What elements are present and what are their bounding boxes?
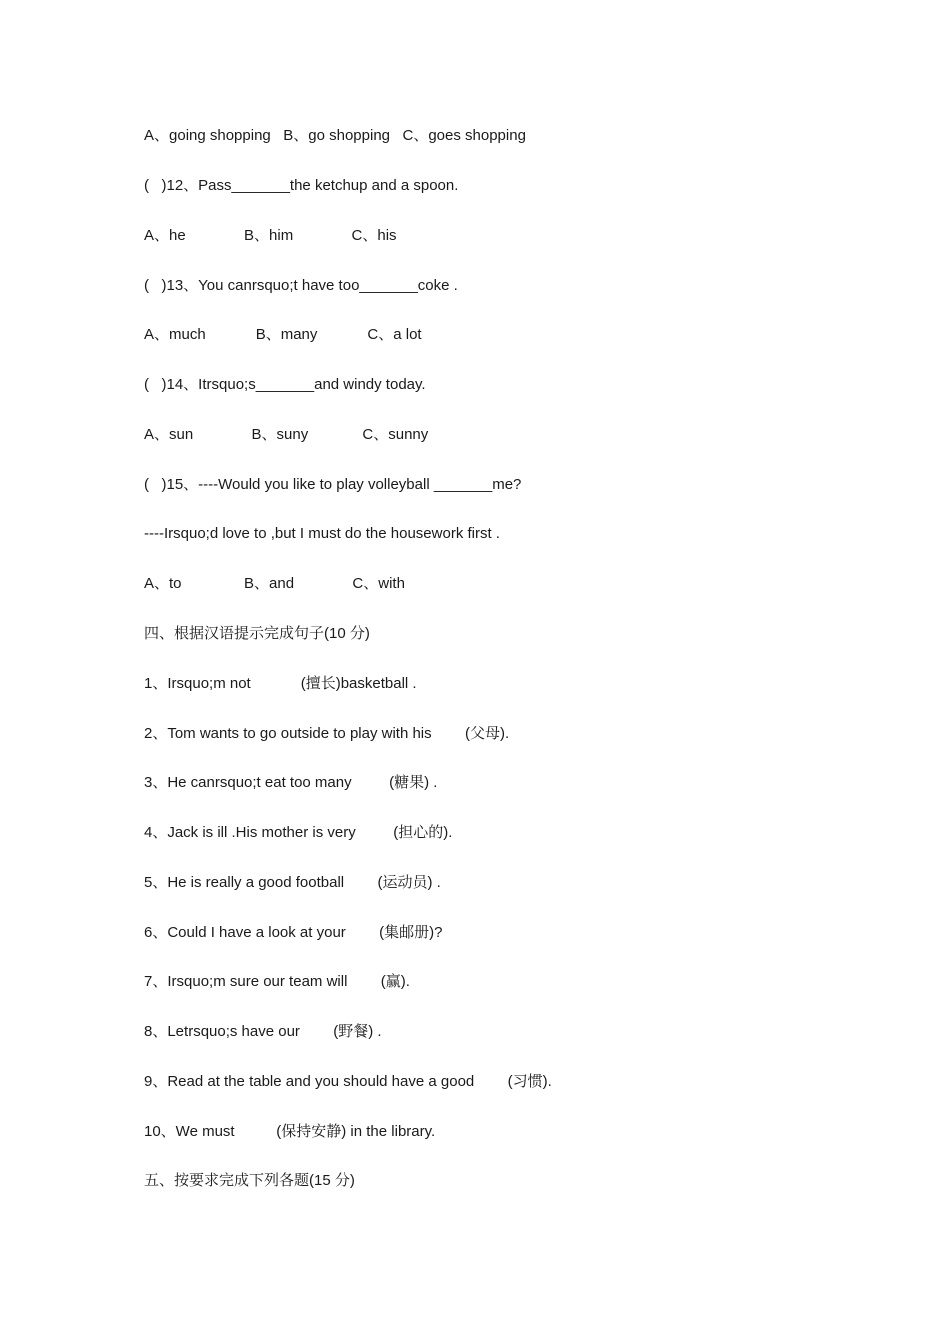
- sentence-2: 2、Tom wants to go outside to play with his (父母).: [144, 725, 510, 742]
- q13-question: ( )13、You canrsquo;t have too_______coke .: [144, 277, 458, 294]
- sentence-7: 7、Irsquo;m sure our team will (赢).: [144, 973, 410, 990]
- section-4-heading: 四、根据汉语提示完成句子(10 分): [144, 625, 370, 642]
- sentence-6: 6、Could I have a look at your (集邮册)?: [144, 924, 443, 941]
- q15-question: ( )15、----Would you like to play volleyball _______me?: [144, 476, 522, 493]
- sentence-9: 9、Read at the table and you should have a good (习惯).: [144, 1073, 552, 1090]
- q14-question: ( )14、Itrsquo;s_______and windy today.: [144, 376, 426, 393]
- sentence-8: 8、Letrsquo;s have our (野餐) .: [144, 1023, 382, 1040]
- sentence-1: 1、Irsquo;m not (擅长)basketball .: [144, 675, 417, 692]
- sentence-4: 4、Jack is ill .His mother is very (担心的).: [144, 824, 453, 841]
- sentence-5: 5、He is really a good football (运动员) .: [144, 874, 441, 891]
- section-5-heading: 五、按要求完成下列各题(15 分): [144, 1172, 355, 1189]
- q12-options: A、he B、him C、his: [144, 227, 397, 244]
- q12-question: ( )12、Pass_______the ketchup and a spoon.: [144, 177, 459, 194]
- q14-options: A、sun B、suny C、sunny: [144, 426, 429, 443]
- q13-options: A、much B、many C、a lot: [144, 326, 422, 343]
- sentence-10: 10、We must (保持安静) in the library.: [144, 1123, 436, 1140]
- sentence-3: 3、He canrsquo;t eat too many (糖果) .: [144, 774, 438, 791]
- q15-question-continued: ----Irsquo;d love to ,but I must do the housework first .: [144, 525, 500, 542]
- q15-options: A、to B、and C、with: [144, 575, 405, 592]
- q11-options: A、going shopping B、go shopping C、goes shopping: [144, 127, 526, 144]
